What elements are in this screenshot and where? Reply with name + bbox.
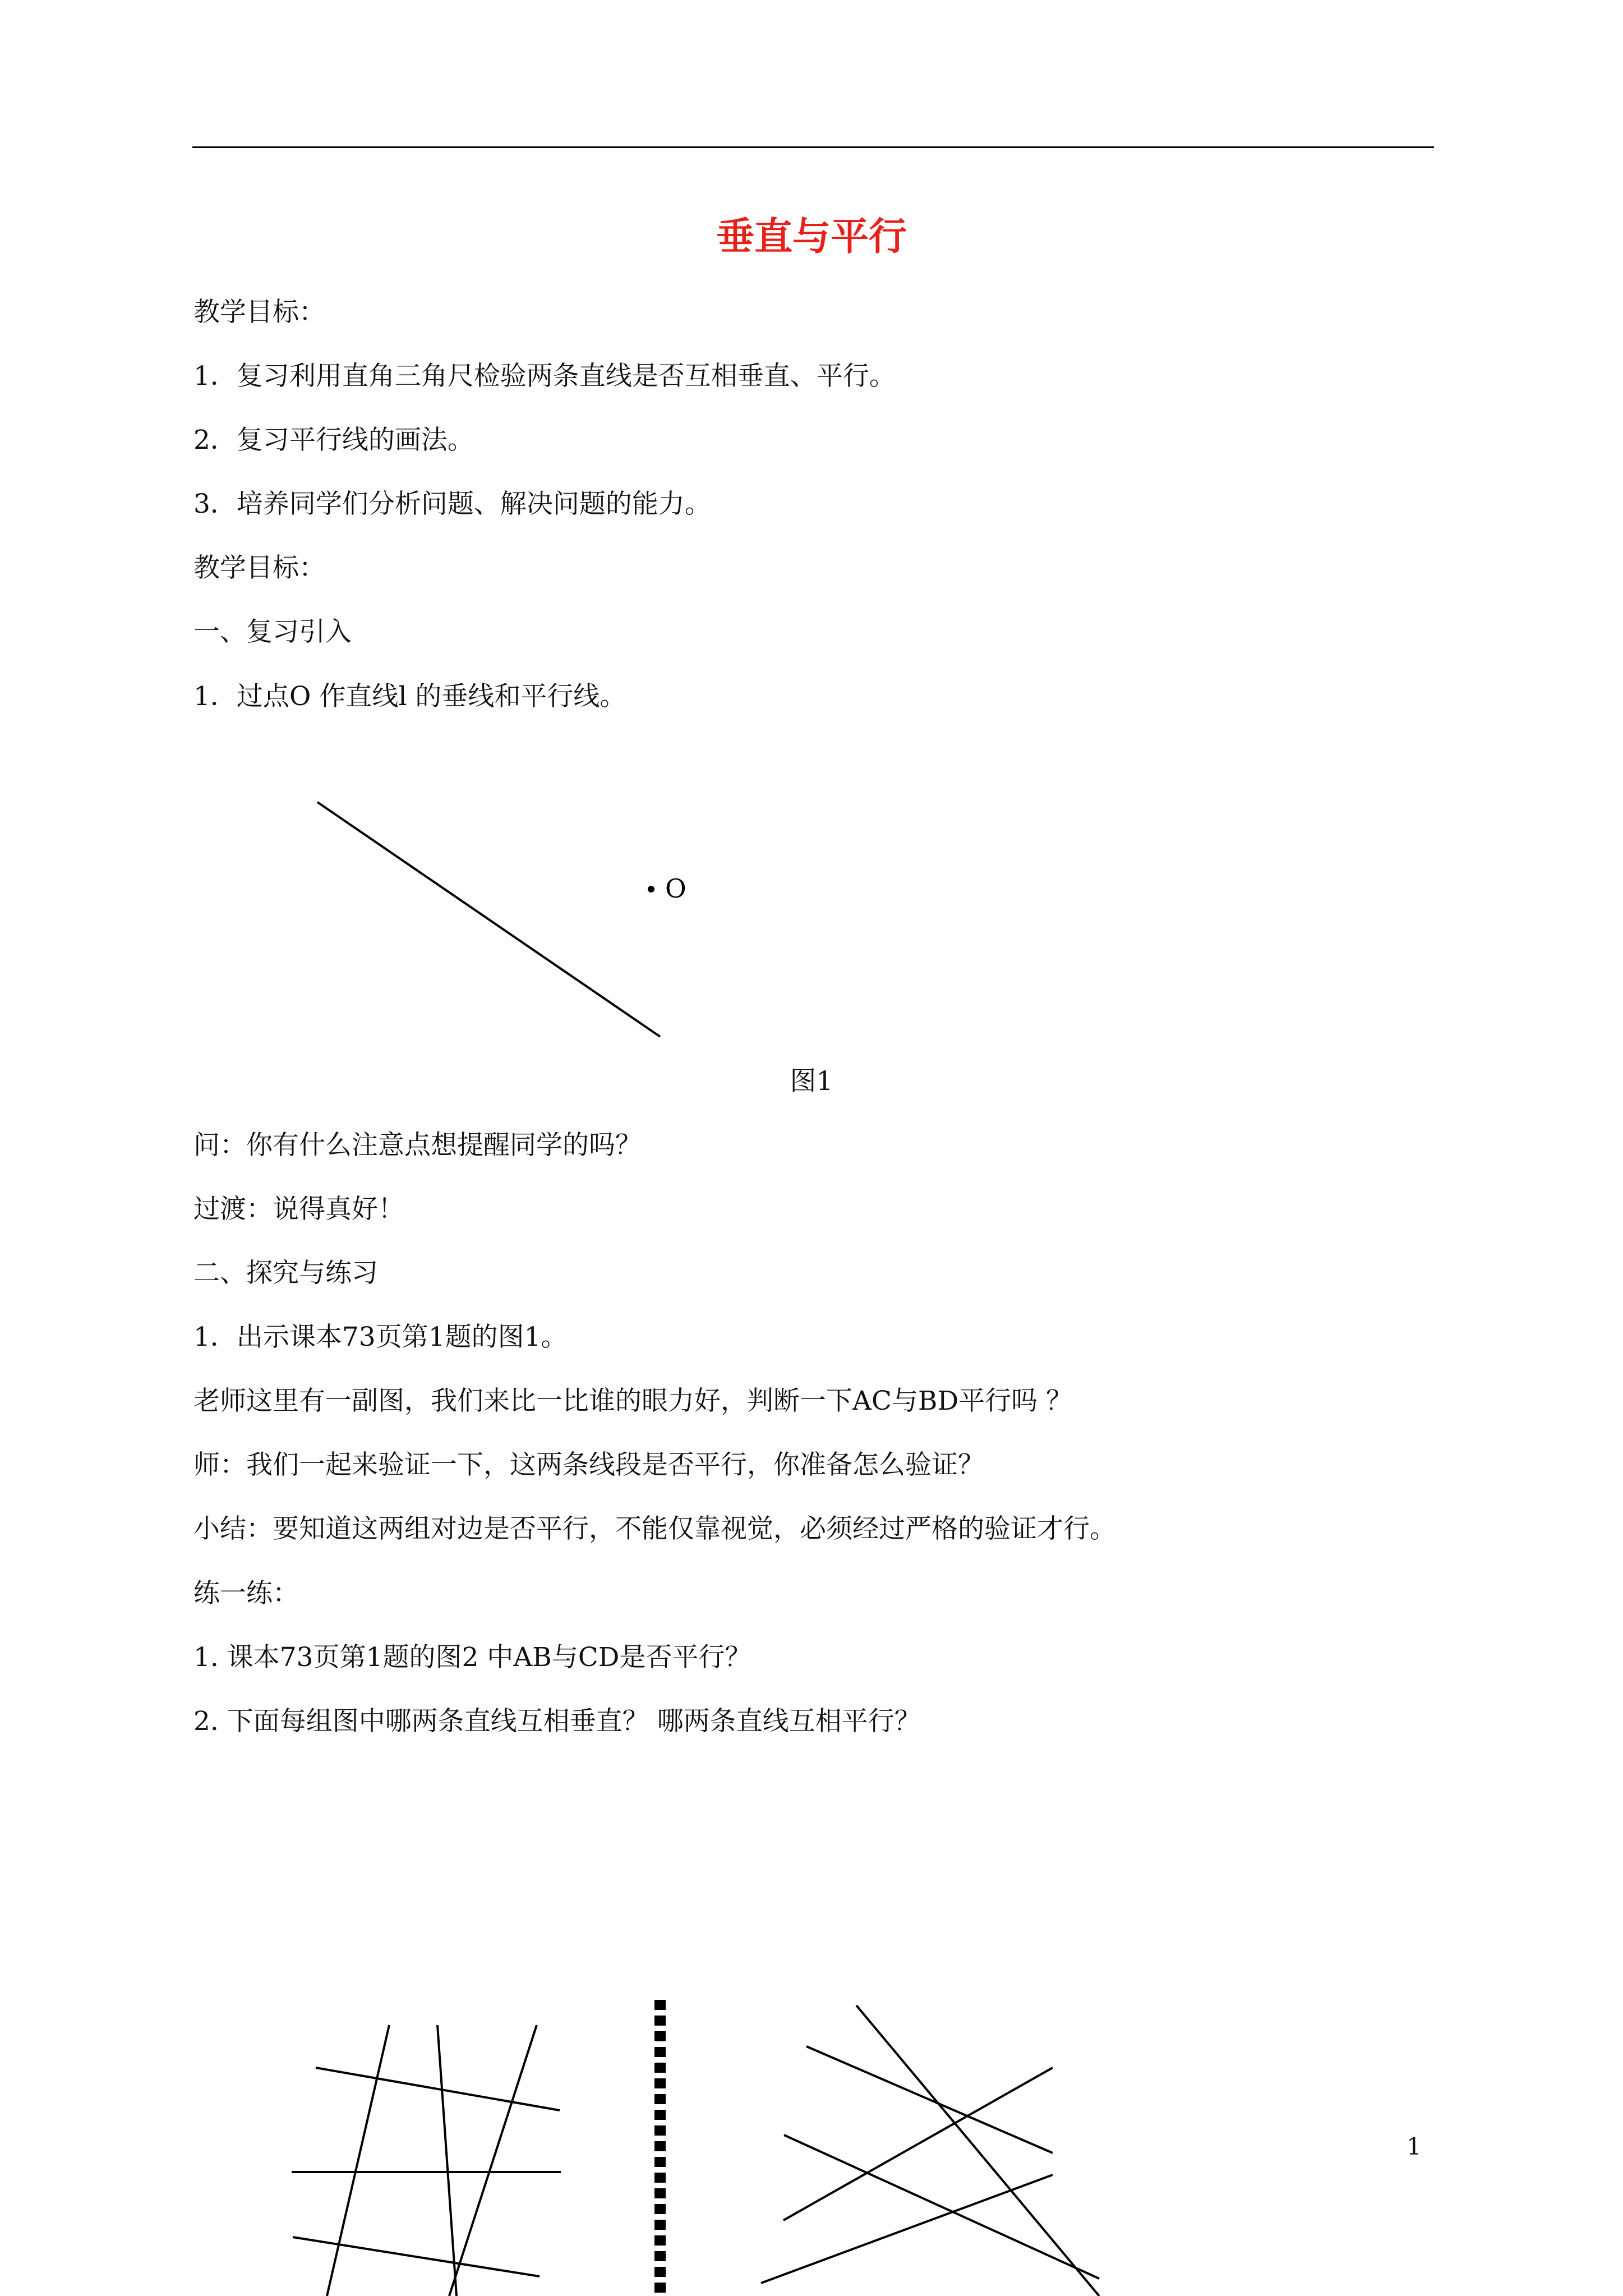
text-line: 教学目标： [193, 553, 325, 583]
text-line: 1. 课本73页第1题的图2 中AB与CD是否平行？ [193, 1642, 751, 1673]
figure-line [806, 2046, 1053, 2153]
figure-line [449, 2025, 537, 2296]
figure-line [761, 2175, 1053, 2283]
figure-line [316, 2068, 560, 2110]
text-line: 老师这里有一副图，我们来比一比谁的眼力好，判断一下AC与BD平行吗 ？ [193, 1386, 1073, 1416]
page-number: 1 [1407, 2133, 1422, 2160]
text-line: 1．出示课本73页第1题的图1。 [193, 1322, 568, 1352]
exercise-figure-left [292, 2025, 561, 2296]
figure-line [437, 2025, 457, 2296]
text-line: 1．复习利用直角三角尺检验两条直线是否互相垂直、平行。 [193, 361, 896, 392]
text-line: 练一练： [193, 1578, 299, 1609]
text-line: 2．复习平行线的画法。 [193, 425, 474, 455]
point-o-label: O [665, 873, 686, 904]
text-line: 教学目标： [193, 297, 325, 328]
text-line: 小结：要知道这两组对边是否平行，不能仅靠视觉，必须经过严格的验证才行。 [193, 1513, 1116, 1544]
text-line: 师：我们一起来验证一下，这两条线段是否平行，你准备怎么验证？ [193, 1450, 984, 1480]
header-rule [192, 146, 1434, 148]
figure-1-caption: 图1 [790, 1066, 833, 1097]
text-line: 过渡：说得真好！ [193, 1194, 404, 1225]
text-line: 2. 下面每组图中哪两条直线互相垂直？ 哪两条直线互相平行？ [193, 1706, 921, 1737]
text-line: 二、探究与练习 [193, 1258, 378, 1289]
text-line: 3．培养同学们分析问题、解决问题的能力。 [193, 489, 711, 519]
line-l [317, 802, 660, 1037]
figure-line [327, 2025, 389, 2296]
figure-line [784, 2135, 1099, 2279]
point-o-dot [648, 886, 654, 892]
text-line: 一、复习引入 [193, 616, 352, 647]
exercise-figure-right [761, 2005, 1099, 2296]
text-line: 问：你有什么注意点想提醒同学的吗？ [193, 1130, 642, 1161]
page-title: 垂直与平行 [716, 215, 907, 259]
figure-line [856, 2005, 1099, 2296]
text-line: 1．过点O 作直线l 的垂线和平行线。 [193, 681, 626, 712]
figure-line [293, 2237, 540, 2276]
figure-line [783, 2068, 1053, 2220]
